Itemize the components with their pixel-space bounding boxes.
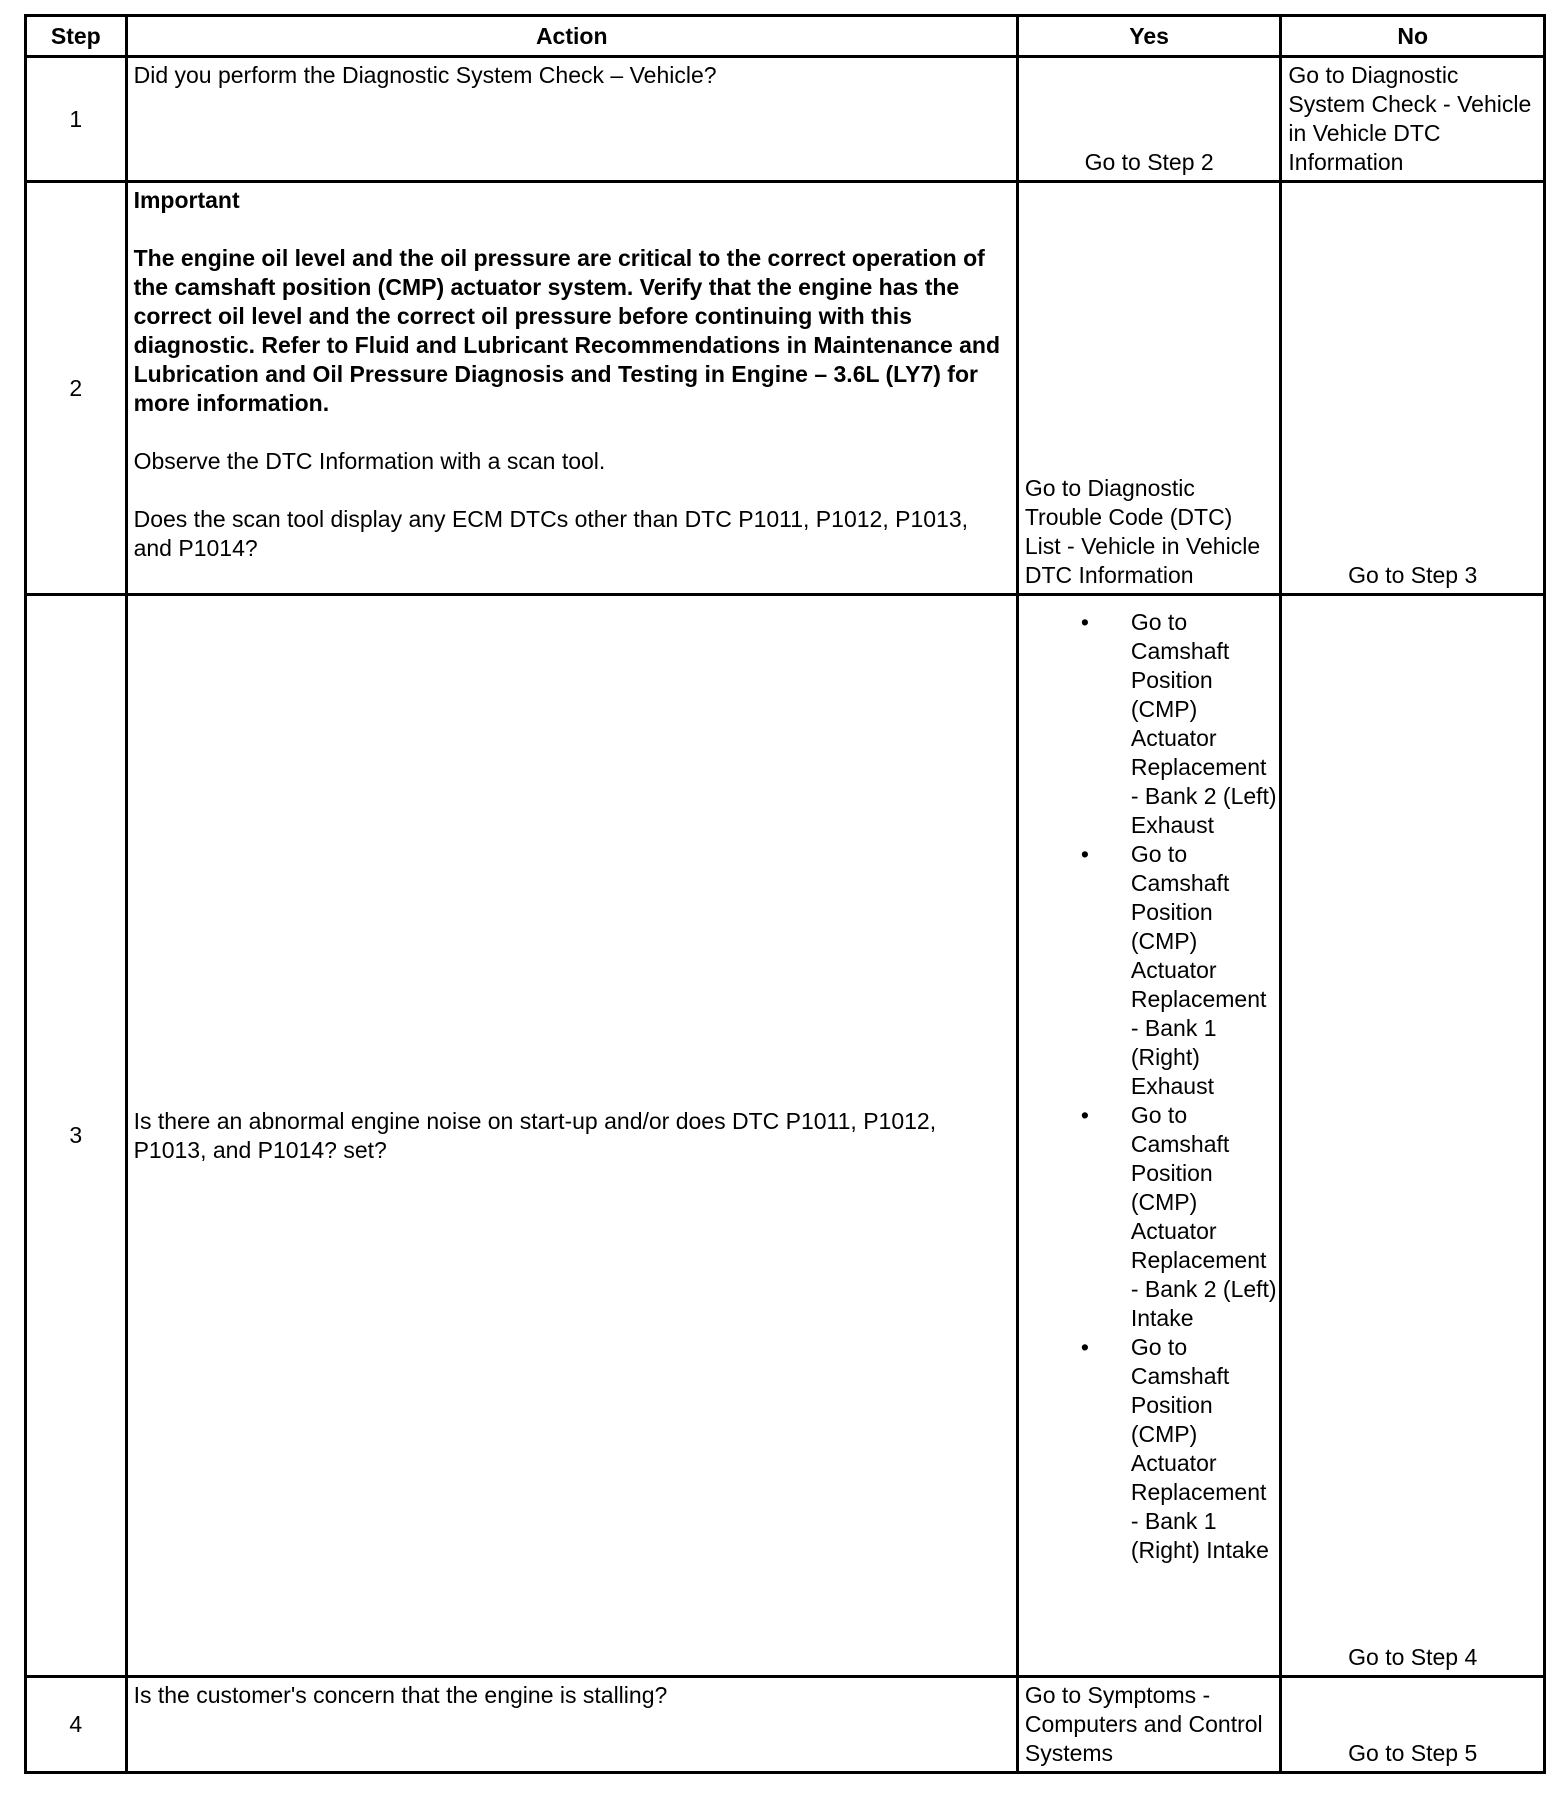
yes-options-cell bbox=[1017, 595, 1281, 1677]
header-action: Action bbox=[126, 16, 1017, 57]
action-observe: Observe the DTC Information with a scan tool. bbox=[133, 448, 606, 474]
header-row bbox=[26, 16, 1545, 57]
yes-outcome: Go to Symptoms - Computers and Control Systems bbox=[1017, 1677, 1281, 1773]
list-item: • Go to Camshaft Position (CMP) Actuator Replacement - Bank 2 (Left) Exhaust bbox=[1025, 608, 1278, 840]
no-outcome: Go to Step 3 bbox=[1281, 182, 1545, 595]
action-text: Is there an abnormal engine noise on start-up and/or does DTC P1011, P1012, P1013, and P1014? set? bbox=[126, 595, 1017, 1677]
header-step: Step bbox=[26, 16, 127, 57]
action-text: Did you perform the Diagnostic System Check – Vehicle? bbox=[126, 57, 1017, 182]
table-row-step-2 bbox=[26, 182, 1545, 595]
step-number: 3 bbox=[26, 595, 127, 1677]
list-item: • Go to Camshaft Position (CMP) Actuator Replacement - Bank 2 (Left) Intake bbox=[1025, 1101, 1278, 1333]
important-note: The engine oil level and the oil pressure are critical to the correct operation of the camshaft position (CMP) actuator system. Verify that the engine has the correct oil level and the correct oil pressure before continuing with this diagnostic. Refer to Fluid and Lubricant Recommendations in Maintenance and Lubrication and Oil Pressure Diagnosis and Testing in Engine – 3.6L (LY7) for more information. bbox=[133, 245, 1001, 416]
no-outcome: Go to Step 5 bbox=[1281, 1677, 1545, 1773]
list-item: • Go to Camshaft Position (CMP) Actuator Replacement - Bank 1 (Right) Intake bbox=[1025, 1333, 1278, 1565]
yes-outcome: Go to Step 2 bbox=[1017, 57, 1281, 182]
header-yes: Yes bbox=[1017, 16, 1281, 57]
step-number: 4 bbox=[26, 1677, 127, 1773]
yes-outcome: Go to Diagnostic Trouble Code (DTC) List - Vehicle in Vehicle DTC Information bbox=[1017, 182, 1281, 595]
step-number: 2 bbox=[26, 182, 127, 595]
action-question: Does the scan tool display any ECM DTCs other than DTC P1011, P1012, P1013, and P1014? bbox=[133, 506, 968, 561]
action-text: Is the customer's concern that the engine is stalling? bbox=[126, 1677, 1017, 1773]
table-row-step-4 bbox=[26, 1677, 1545, 1773]
yes-options-list bbox=[1025, 608, 1278, 1565]
table-row-step-1 bbox=[26, 57, 1545, 182]
action-cell bbox=[126, 182, 1017, 595]
important-label: Important bbox=[133, 187, 240, 213]
step-number: 1 bbox=[26, 57, 127, 182]
header-no: No bbox=[1281, 16, 1545, 57]
table-row-step-3 bbox=[26, 595, 1545, 1677]
no-outcome: Go to Diagnostic System Check - Vehicle in Vehicle DTC Information bbox=[1281, 57, 1545, 182]
list-item: • Go to Camshaft Position (CMP) Actuator Replacement - Bank 1 (Right) Exhaust bbox=[1025, 840, 1278, 1101]
no-outcome: Go to Step 4 bbox=[1281, 595, 1545, 1677]
diagnostic-table bbox=[24, 14, 1546, 1774]
